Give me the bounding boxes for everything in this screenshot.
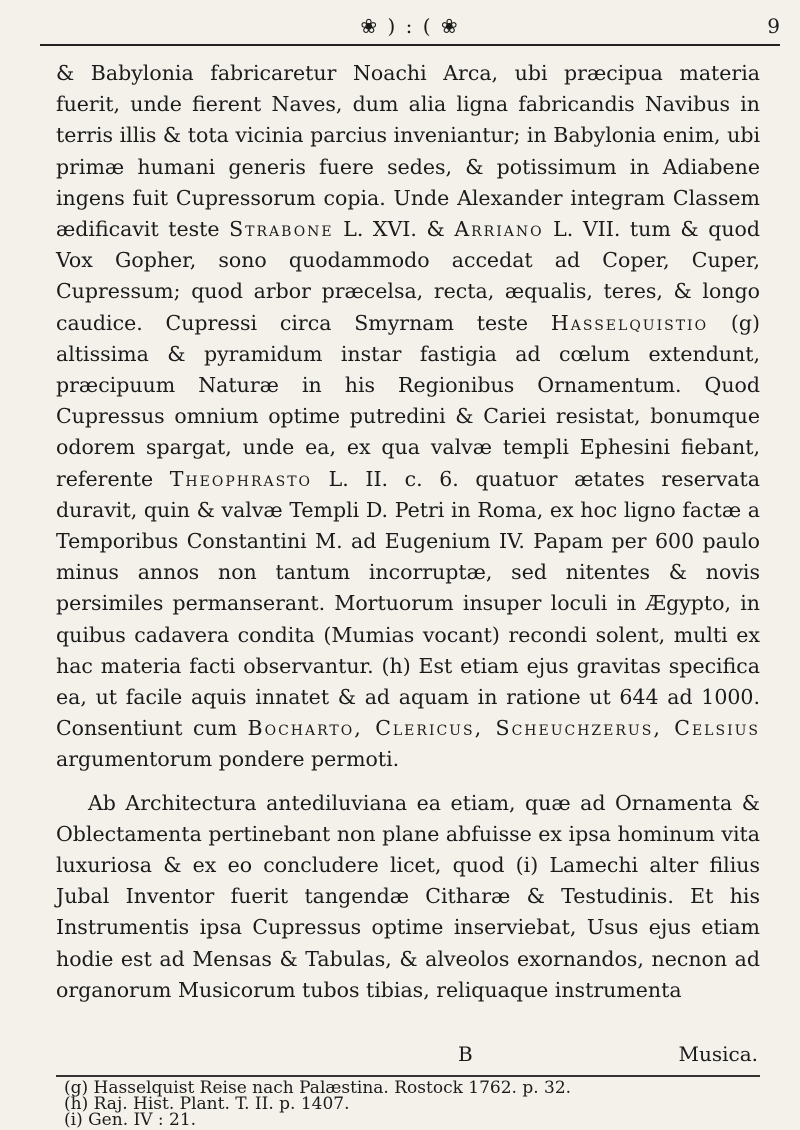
footnotes: [64, 1080, 764, 1128]
page-number: 9: [767, 14, 780, 38]
author-theophrastus: Theophrasto: [169, 466, 313, 491]
catch-line: [458, 1042, 758, 1072]
footnote-g: (g) Hasselquist Reise nach Palæstina. Rostock 1762. p. 32.: [64, 1078, 572, 1098]
catchword: Musica.: [678, 1042, 758, 1066]
paragraph-2: Ab Architectura antediluviana ea etiam, quæ ad Ornamenta & Oblectamenta pertinebant non plane abfuisse ex ipsa hominum vita luxuriosa & ex eo concludere licet, quod (i) Lamechi alter filius Jubal Inventor fuerit tangendæ Citharæ & Testudinis. Et his Instrumentis ipsa Cupressus optime inserviebat, Usus ejus etiam hodie est ad Mensas & Tabulas, & alveolos exornandos, necnon ad organorum Musicorum tubos tibias, reliquaque instrumenta: [56, 790, 760, 1002]
p1-text-5: L. II. c. 6. quatuor ætates reservata duravit, quin & valvæ Templi D. Petri in Roma, ex hoc ligno factæ a Temporibus Constantini M. ad Eugenium IV. Papam per 600 paulo minus annos non tantum incorruptæ, sed nitentes & novis persimiles permanserant. Mortuorum insuper loculi in Ægypto, in quibus cadavera condita (Mumias vocant) recondi solent, multi ex hac materia facti observantur. (h) Est etiam ejus gravitas specifica ea, ut facile aquis innatet & ad aquam in ratione ut 644 ad 1000. Consentiunt cum: [56, 466, 760, 741]
p1-text-1: & Babylonia fabricaretur Noachi Arca, ubi præcipua materia fuerit, unde fierent Naves, dum alia ligna fabricandis Navibus in terris illis & tota vicinia parcius inveniantur; in Babylonia enim, ubi primæ humani generis fuere sedes, & potissimum in Adiabene ingens fuit Cupressorum copia. Unde Alexander integram Classem ædificavit teste: [56, 61, 760, 242]
main-text: [56, 58, 760, 1006]
page-header: [40, 10, 780, 44]
author-list: Bocharto, Clericus, Scheuchzerus, Celsius: [247, 716, 760, 741]
author-strabo: Strabone: [229, 217, 334, 242]
p1-text-3: L. VII. tum & quod Vox Gopher, sono quodammodo accedat ad Coper, Cuper, Cupressum; quod arbor præcelsa, recta, æqualis, teres, & longo caudice. Cupressi circa Smyrnam teste: [56, 217, 760, 335]
p1-text-2: L. XVI. &: [333, 217, 455, 242]
p1-text-6: argumentorum pondere permoti.: [56, 747, 400, 772]
signature-mark: B: [458, 1042, 473, 1066]
footnote-i: (i) Gen. IV : 21.: [64, 1110, 197, 1130]
header-ornament: ❀ ) : ( ❀: [360, 14, 460, 38]
header-rule: [40, 44, 780, 46]
author-hasselquist: Hasselquistio: [550, 310, 709, 335]
footnote-h: (h) Raj. Hist. Plant. T. II. p. 1407.: [64, 1094, 350, 1114]
p1-text-4: (g) altissima & pyramidum instar fastigia ad cœlum extendunt, præcipuum Naturæ in his Regionibus Ornamentum. Quod Cupressus omnium optime putredini & Cariei resistat, bonumque odorem spargat, unde ea, ex qua valvæ templi Ephesini fiebant, referente: [56, 310, 760, 491]
author-arrian: Arriano: [454, 217, 544, 242]
footnote-rule: [56, 1075, 760, 1077]
paragraph-1: [56, 58, 760, 776]
